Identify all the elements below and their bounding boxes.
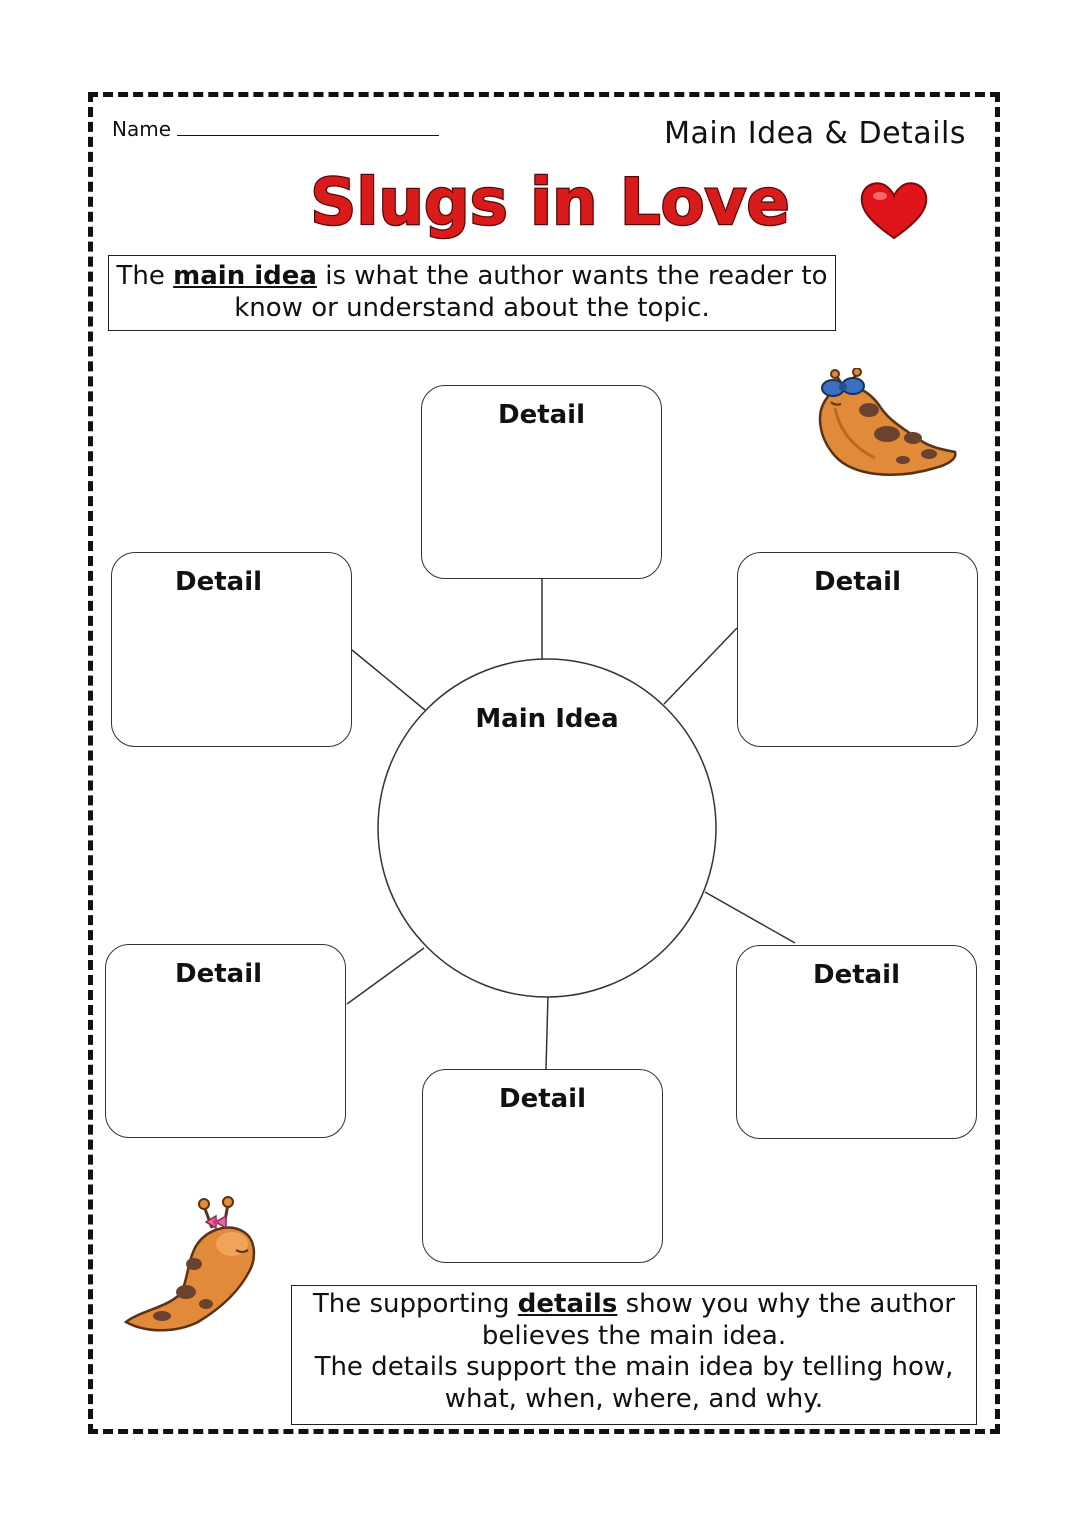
- detail-label: Detail: [175, 567, 263, 597]
- connector-upper-left: [352, 650, 425, 710]
- detail-label: Detail: [175, 959, 263, 989]
- supporting-details-note-box: [291, 1285, 977, 1425]
- detail-box-bottom[interactable]: [422, 1069, 663, 1263]
- note-text-pre: The supporting: [312, 1289, 518, 1319]
- definition-text-pre: The: [116, 261, 174, 291]
- definition-text-post: is what the author wants the reader to know or understand about the topic.: [234, 261, 828, 323]
- detail-box-lower-right[interactable]: [736, 945, 977, 1139]
- name-label: Name: [112, 117, 172, 141]
- detail-box-lower-left[interactable]: [105, 944, 346, 1138]
- detail-label: Detail: [498, 1084, 586, 1114]
- slug-with-blue-bow-icon: [805, 368, 965, 486]
- connector-bottom: [546, 995, 548, 1069]
- slug-with-pink-bow-icon: [120, 1192, 260, 1342]
- note-keyword: details: [517, 1289, 618, 1319]
- connector-lower-left: [347, 948, 424, 1004]
- main-idea-label: Main Idea: [475, 704, 619, 734]
- note-line-1: [292, 1289, 976, 1352]
- detail-label: Detail: [497, 400, 585, 430]
- detail-box-upper-left[interactable]: [111, 552, 352, 747]
- worksheet-title-text: Slugs in Love: [310, 166, 790, 240]
- connector-lower-right: [705, 892, 795, 943]
- definition-keyword: main idea: [173, 261, 317, 291]
- detail-box-upper-right[interactable]: [737, 552, 978, 747]
- detail-label: Detail: [812, 960, 900, 990]
- detail-box-top[interactable]: [421, 385, 662, 579]
- worksheet-subject: Main Idea & Details: [664, 116, 966, 151]
- connector-upper-right: [664, 628, 737, 704]
- note-line-2: The details support the main idea by telling how, what, when, where, and why.: [314, 1352, 954, 1414]
- detail-label: Detail: [813, 567, 901, 597]
- note-text-post: show you why the author believes the main idea.: [481, 1289, 956, 1351]
